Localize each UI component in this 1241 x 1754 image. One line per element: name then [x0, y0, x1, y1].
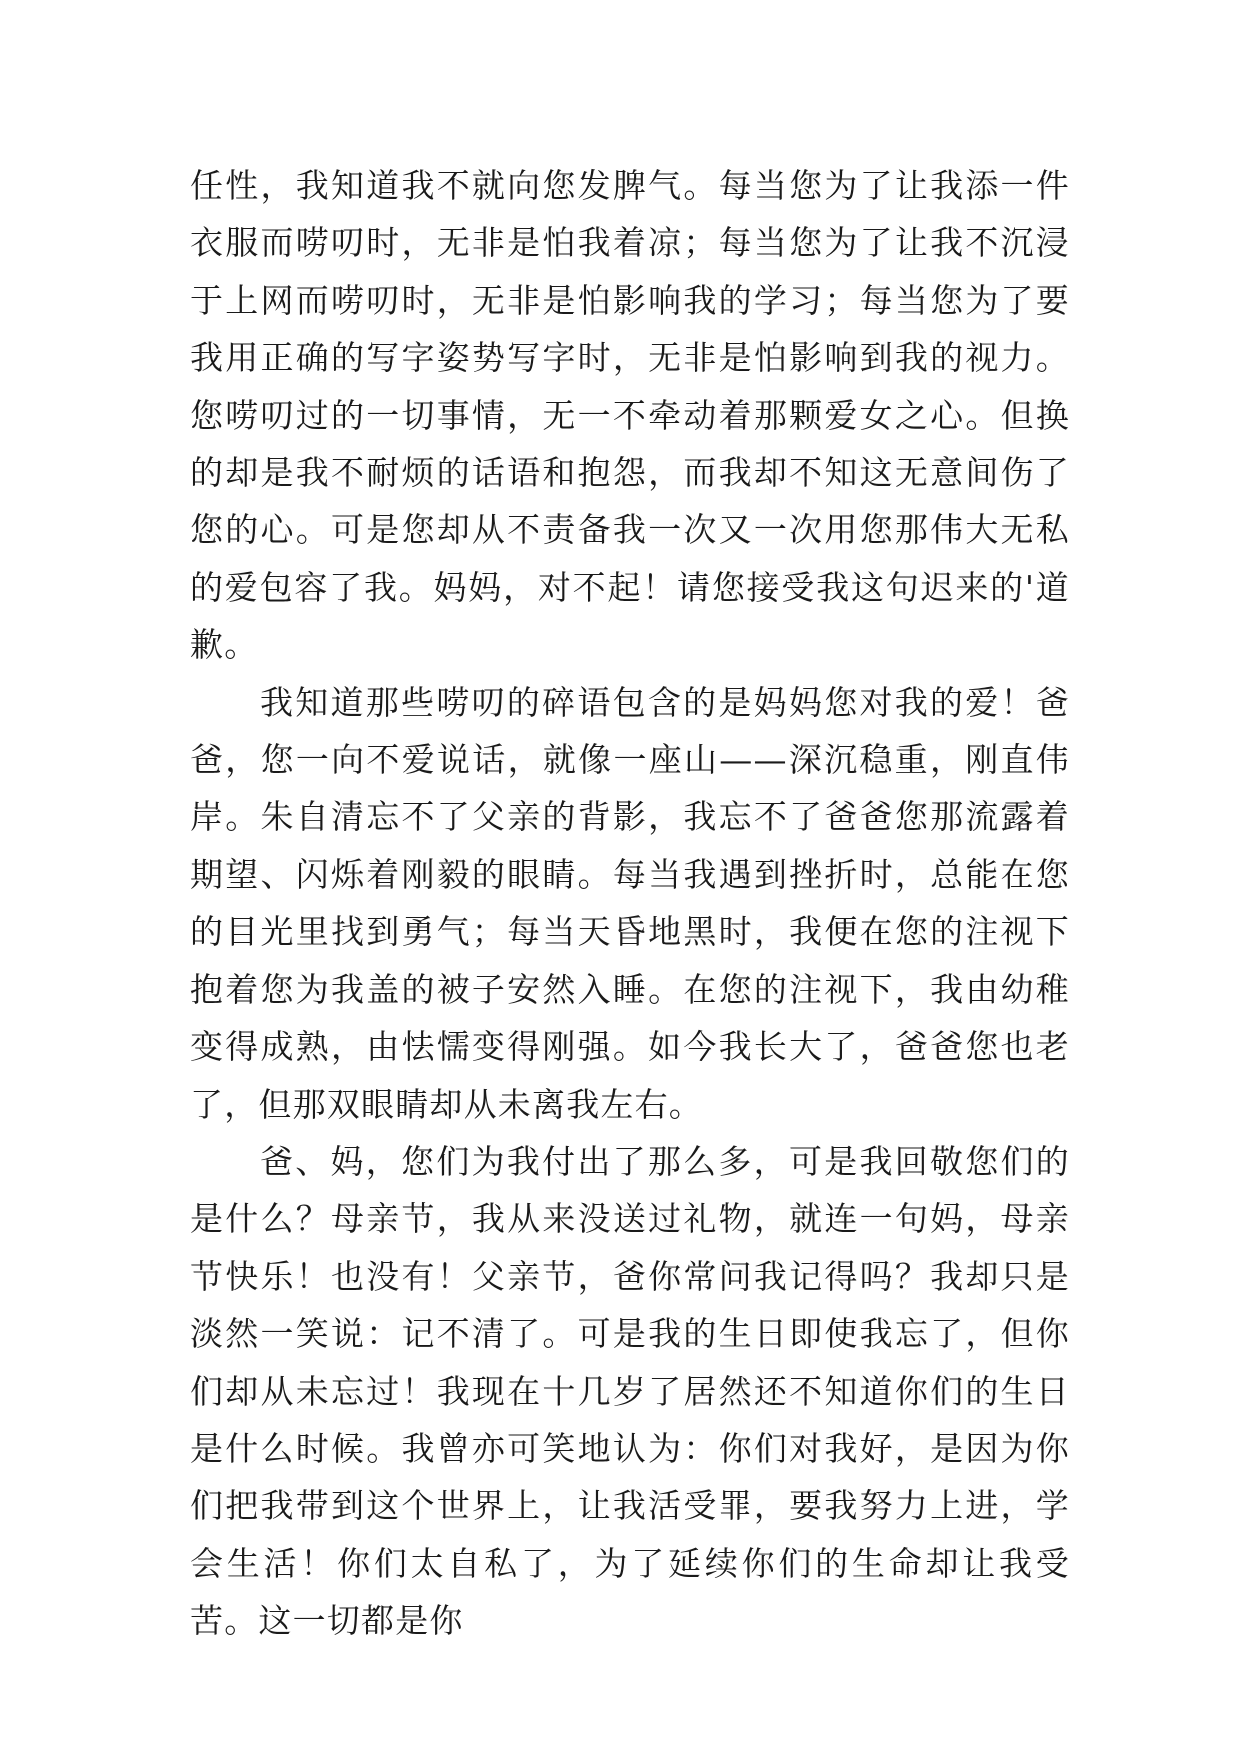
paragraph-2: 我知道那些唠叨的碎语包含的是妈妈您对我的爱！爸爸，您一向不爱说话，就像一座山——深沉稳重，刚直伟岸。朱自清忘不了父亲的背影，我忘不了爸爸您那流露着期望、闪烁着刚毅的眼睛。每当我遇到挫折时，总能在您的目光里找到勇气；每当天昏地黑时，我便在您的注视下抱着您为我盖的被子安然入睡。在您的注视下，我由幼稚变得成熟，由怯懦变得刚强。如今我长大了，爸爸您也老了，但那双眼睛却从未离我左右。	[190, 682, 1070, 1124]
paragraph-1: 任性，我知道我不就向您发脾气。每当您为了让我添一件衣服而唠叨时，无非是怕我着凉；每当您为了让我不沉浸于上网而唠叨时，无非是怕影响我的学习；每当您为了要我用正确的写字姿势写字时，无非是怕影响到我的视力。您唠叨过的一切事情，无一不牵动着那颗爱女之心。但换的却是我不耐烦的话语和抱怨，而我却不知这无意间伤了您的心。可是您却从不责备我一次又一次用您那伟大无私的爱包容了我。妈妈，对不起！请您接受我这句迟来的'道歉。	[190, 166, 1070, 665]
body-text	[190, 157, 1070, 1650]
paragraph-3: 爸、妈，您们为我付出了那么多，可是我回敬您们的是什么？母亲节，我从来没送过礼物，就连一句妈，母亲节快乐！也没有！父亲节，爸你常问我记得吗？我却只是淡然一笑说：记不清了。可是我的生日即使我忘了，但你们却从未忘过！我现在十几岁了居然还不知道你们的生日是什么时候。我曾亦可笑地认为：你们对我好，是因为你们把我带到这个世界上，让我活受罪，要我努力上进，学会生活！你们太自私了，为了延续你们的生命却让我受苦。这一切都是你	[190, 1141, 1070, 1641]
